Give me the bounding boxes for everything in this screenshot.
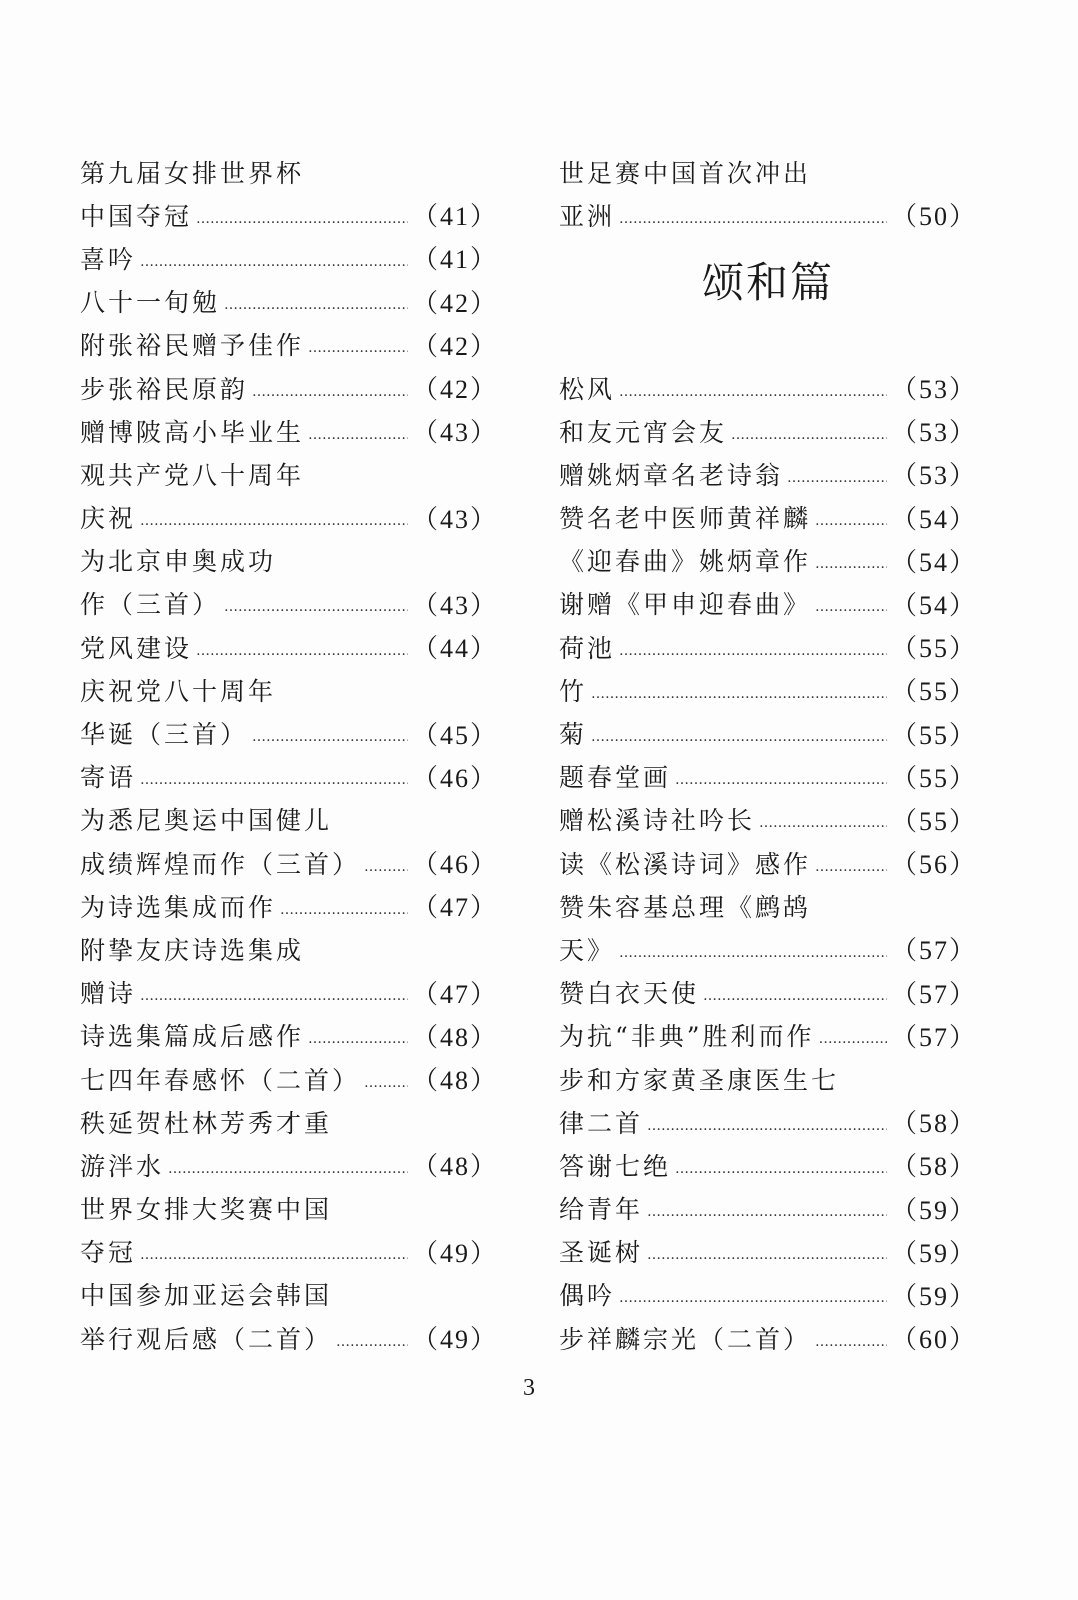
toc-entry [559,366,977,409]
dot-leader [675,1153,887,1177]
toc-entry [559,1057,977,1100]
toc-right-column [559,150,977,1359]
toc-entry-page: （58） [890,1109,977,1139]
toc-entry-title: 圣诞树 [559,1238,644,1268]
toc-entry-title: 和友元宵会友 [559,417,728,447]
toc-entry-title: 赠松溪诗社吟长 [559,806,756,836]
toc-entry-title: 赞朱容基总理《鹧鸪 [559,892,812,922]
toc-entry [559,150,977,193]
dot-leader [819,1023,887,1047]
toc-entry [80,1316,498,1359]
toc-entry-page: （57） [890,936,977,966]
toc-entry-page: （43） [411,418,498,448]
dot-leader [308,1023,408,1047]
dot-leader [759,807,887,831]
toc-entry-title: 竹 [559,676,588,706]
toc-entry [80,798,498,841]
dot-leader [787,462,887,486]
toc-entry [80,1014,498,1057]
toc-entry [559,755,977,798]
toc-entry [80,1273,498,1316]
toc-entry-title: 谢赠《甲申迎春曲》 [559,590,812,620]
toc-entry [80,1143,498,1186]
toc-entry [80,582,498,625]
toc-entry-title: 成绩辉煌而作（三首） [80,849,361,879]
dot-leader [815,851,887,875]
toc-entry [80,366,498,409]
page-number: 3 [523,1375,535,1401]
toc-entry [80,280,498,323]
toc-entry-title: 为北京申奥成功 [80,547,277,577]
toc-entry-title: 给青年 [559,1195,644,1225]
toc-entry-page: （45） [411,720,498,750]
toc-entry [559,193,977,236]
toc-entry [559,798,977,841]
dot-leader [224,591,408,615]
toc-entry [559,1230,977,1273]
dot-leader [140,1239,408,1263]
dot-leader [196,635,408,659]
toc-entry [559,1100,977,1143]
toc-entry-page: （55） [890,634,977,664]
dot-leader [703,980,887,1004]
toc-entry [559,841,977,884]
toc-entry [80,1100,498,1143]
toc-entry-title: 天》 [559,935,616,965]
toc-entry [559,711,977,754]
dot-leader [591,678,887,702]
dot-leader [140,505,408,529]
toc-entry-page: （57） [890,979,977,1009]
dot-leader [647,1196,887,1220]
toc-entry-title: 附张裕民赠予佳作 [80,331,305,361]
dot-leader [140,764,408,788]
toc-entry-page: （59） [890,1281,977,1311]
toc-entry-title: 赠博陂高小毕业生 [80,417,305,447]
toc-entry-page: （53） [890,461,977,491]
toc-entry-page: （57） [890,1022,977,1052]
toc-entry-title: 世足赛中国首次冲出 [559,158,812,188]
toc-left-column [80,150,498,1359]
toc-entry [80,539,498,582]
toc-entry [80,496,498,539]
dot-leader [591,721,887,745]
toc-entry-title: 偶吟 [559,1281,616,1311]
toc-entry-title: 步和方家黄圣康医生七 [559,1065,840,1095]
toc-entry-page: （49） [411,1325,498,1355]
toc-entry-title: 松风 [559,374,616,404]
dot-leader [252,376,408,400]
dot-leader [196,203,408,227]
toc-entry [559,1143,977,1186]
toc-entry-title: 党风建设 [80,633,193,663]
toc-entry-page: （59） [890,1195,977,1225]
toc-entry [559,927,977,970]
toc-entry [80,1230,498,1273]
section-title: 颂和篇 [701,257,834,307]
toc-entry-title: 附挚友庆诗选集成 [80,935,305,965]
dot-leader [308,332,408,356]
toc-entry [80,625,498,668]
toc-entry-title: 第九届女排世界杯 [80,158,305,188]
dot-leader [336,1326,408,1350]
toc-entry-page: （53） [890,375,977,405]
toc-entry-title: 题春堂画 [559,763,672,793]
dot-leader [252,721,408,745]
toc-entry [559,582,977,625]
toc-entry-page: （48） [411,1066,498,1096]
toc-entry-page: （42） [411,375,498,405]
toc-entry-title: 八十一旬勉 [80,288,221,318]
dot-leader [168,1153,408,1177]
toc-entry-title: 赞名老中医师黄祥麟 [559,504,812,534]
toc-entry-title: 庆祝 [80,504,137,534]
toc-entry [559,496,977,539]
toc-entry [559,625,977,668]
toc-entry [80,755,498,798]
toc-entry-page: （41） [411,202,498,232]
dot-leader [619,376,887,400]
toc-entry-page: （41） [411,245,498,275]
toc-entry [80,193,498,236]
toc-entry-page: （58） [890,1152,977,1182]
dot-leader [675,764,887,788]
dot-leader [647,1110,887,1134]
toc-entry-title: 作（三首） [80,590,221,620]
toc-entry-title: 庆祝党八十周年 [80,676,277,706]
dot-leader [140,246,408,270]
dot-leader [815,591,887,615]
toc-entry-title: 为诗选集成而作 [80,892,277,922]
toc-entry-page: （47） [411,893,498,923]
toc-entry-page: （44） [411,634,498,664]
toc-entry-title: 诗选集篇成后感作 [80,1022,305,1052]
toc-entry-page: （56） [890,850,977,880]
dot-leader [619,1282,887,1306]
toc-entry-title: 为悉尼奥运中国健儿 [80,806,333,836]
toc-entry [559,971,977,1014]
toc-entry-page: （50） [890,202,977,232]
toc-entry-title: 喜吟 [80,244,137,274]
toc-entry-page: （54） [890,590,977,620]
toc-entry-title: 观共产党八十周年 [80,460,305,490]
dot-leader [619,203,887,227]
toc-entry [80,711,498,754]
toc-entry-page: （59） [890,1238,977,1268]
toc-entry-page: （47） [411,979,498,1009]
toc-entry-title: 游泮水 [80,1151,165,1181]
toc-entry-page: （48） [411,1152,498,1182]
toc-entry [80,1187,498,1230]
toc-entry-title: 答谢七绝 [559,1151,672,1181]
dot-leader [280,894,408,918]
toc-entry [559,1273,977,1316]
dot-leader [815,505,887,529]
toc-entry-page: （43） [411,504,498,534]
toc-entry [80,150,498,193]
toc-entry [80,927,498,970]
toc-entry-title: 世界女排大奖赛中国 [80,1195,333,1225]
toc-entry [559,1014,977,1057]
toc-entry-title: 中国参加亚运会韩国 [80,1281,333,1311]
toc-entry [80,452,498,495]
toc-entry [559,452,977,495]
toc-entry-title: 亚洲 [559,201,616,231]
toc-entry [80,884,498,927]
dot-leader [815,1326,887,1350]
toc-entry [80,323,498,366]
toc-entry-title: 夺冠 [80,1238,137,1268]
toc-entry-page: （55） [890,763,977,793]
dot-leader [731,419,887,443]
spacer [559,323,977,366]
dot-leader [619,937,887,961]
toc-entry-title: 步张裕民原韵 [80,374,249,404]
toc-entry-title: 荷池 [559,633,616,663]
toc-entry-page: （42） [411,288,498,318]
toc-entry [559,409,977,452]
toc-entry-page: （46） [411,763,498,793]
toc-entry-title: 寄语 [80,763,137,793]
toc-entry-page: （46） [411,850,498,880]
toc-entry-title: 《迎春曲》姚炳章作 [559,547,812,577]
toc-entry [559,668,977,711]
toc-entry [80,236,498,279]
toc-entry-title: 菊 [559,720,588,750]
toc-entry-page: （60） [890,1325,977,1355]
toc-entry-title: 赠姚炳章名老诗翁 [559,460,784,490]
dot-leader [140,980,408,1004]
toc-entry-title: 步祥麟宗光（二首） [559,1324,812,1354]
dot-leader [619,635,887,659]
toc-entry [559,1187,977,1230]
toc-entry-title: 七四年春感怀（二首） [80,1065,361,1095]
toc-entry [559,884,977,927]
dot-leader [647,1239,887,1263]
toc-entry-page: （49） [411,1238,498,1268]
toc-entry-title: 律二首 [559,1108,644,1138]
toc-entry-title: 为抗“非典”胜利而作 [559,1022,815,1052]
dot-leader [364,1067,408,1091]
toc-entry [80,1057,498,1100]
toc-entry-page: （55） [890,677,977,707]
toc-entry-title: 赠诗 [80,979,137,1009]
dot-leader [364,851,408,875]
toc-entry-page: （55） [890,720,977,750]
dot-leader [308,419,408,443]
toc-entry [80,841,498,884]
toc-entry-page: （54） [890,504,977,534]
toc-entry-page: （54） [890,547,977,577]
toc-entry-title: 华诞（三首） [80,720,249,750]
toc-entry-title: 读《松溪诗词》感作 [559,849,812,879]
toc-entry-page: （55） [890,806,977,836]
toc-entry-page: （53） [890,418,977,448]
dot-leader [815,548,887,572]
toc-entry-title: 赞白衣天使 [559,979,700,1009]
dot-leader [224,289,408,313]
toc-entry-title: 举行观后感（二首） [80,1324,333,1354]
toc-entry-page: （48） [411,1022,498,1052]
toc-entry [80,409,498,452]
toc-entry [80,668,498,711]
toc-entry [80,971,498,1014]
toc-entry-title: 中国夺冠 [80,201,193,231]
toc-entry [559,539,977,582]
toc-entry-page: （42） [411,331,498,361]
toc-entry-page: （43） [411,590,498,620]
toc-entry-title: 秩延贺杜林芳秀才重 [80,1108,333,1138]
toc-entry [559,1316,977,1359]
